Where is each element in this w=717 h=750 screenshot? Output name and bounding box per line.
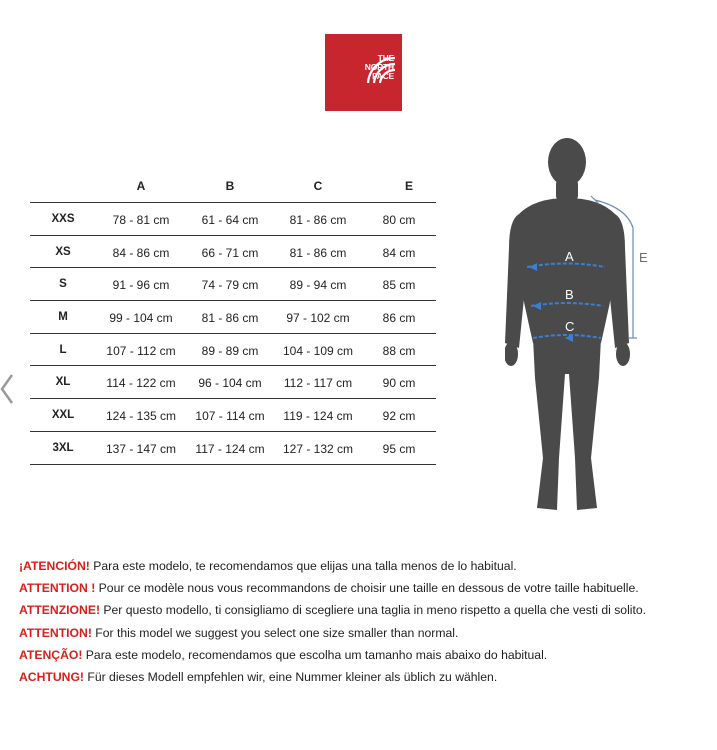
b-cell: 96 - 104 cm xyxy=(198,376,262,391)
header-c: C xyxy=(313,179,323,193)
note-text: Per questo modello, ti consigliamo di scegliere una taglia in meno rispetto a quella che vesti di solito. xyxy=(100,603,647,618)
note-line xyxy=(19,666,717,688)
label-c: C xyxy=(565,319,575,334)
e-cell: 84 cm xyxy=(382,245,416,260)
the-north-face-logo xyxy=(325,34,402,111)
note-text: Para este modelo, te recomendamos que elijas una talla menos de lo habitual. xyxy=(89,559,517,573)
note-lead: ACHTUNG! xyxy=(19,670,84,685)
a-cell: 84 - 86 cm xyxy=(112,245,170,260)
note-text: Para este modelo, recomendamos que escolha um tamanho mais abaixo do habitual. xyxy=(82,647,548,662)
logo-line-3: FACE xyxy=(372,71,394,81)
table-row xyxy=(30,333,436,366)
note-text: Pour ce modèle nous vous recommandons de choisir une taille en dessous de votre taille habituelle. xyxy=(95,581,639,596)
c-cell: 81 - 86 cm xyxy=(289,245,347,260)
note-lead: ATENÇÃO! xyxy=(19,647,83,662)
note-line xyxy=(19,622,717,644)
a-cell: 99 - 104 cm xyxy=(109,311,173,326)
e-cell: 90 cm xyxy=(382,376,416,391)
c-cell: 81 - 86 cm xyxy=(289,213,347,227)
note-lead: ATTENTION ! xyxy=(19,581,96,596)
header-b: B xyxy=(225,179,235,193)
b-cell: 74 - 79 cm xyxy=(201,278,259,293)
c-cell: 127 - 132 cm xyxy=(282,441,354,456)
note-line xyxy=(19,577,717,599)
size-cell: M xyxy=(58,311,68,324)
table-row xyxy=(30,398,436,431)
chevron-left-icon[interactable] xyxy=(0,371,14,407)
c-cell: 89 - 94 cm xyxy=(289,278,347,293)
note-lead: ¡ATENCIÓN! xyxy=(19,559,90,573)
table-row xyxy=(30,267,436,300)
note-lead: ATTENZIONE! xyxy=(19,603,101,618)
b-cell: 61 - 64 cm xyxy=(201,213,259,227)
c-cell: 112 - 117 cm xyxy=(283,376,353,391)
logo-line-1: THE xyxy=(377,53,394,63)
table-row xyxy=(30,202,436,235)
e-cell: 88 cm xyxy=(382,343,416,358)
note-text: Für dieses Modell empfehlen wir, eine Nummer kleiner als üblich zu wählen. xyxy=(84,670,498,685)
label-b: B xyxy=(565,287,574,302)
table-body xyxy=(30,202,436,465)
logo-line-2: NORTH xyxy=(364,62,394,72)
size-cell: L xyxy=(59,343,67,356)
table-row xyxy=(30,365,436,398)
label-e: E xyxy=(639,250,648,265)
note-line xyxy=(19,555,717,577)
b-cell: 81 - 86 cm xyxy=(201,311,259,326)
size-chart-table xyxy=(30,169,436,465)
size-cell: XXS xyxy=(51,213,75,225)
table-row xyxy=(30,235,436,268)
e-cell: 86 cm xyxy=(382,311,416,326)
size-cell: XS xyxy=(55,245,71,258)
header-e: E xyxy=(404,179,413,193)
c-cell: 104 - 109 cm xyxy=(282,343,354,358)
a-cell: 114 - 122 cm xyxy=(106,376,176,391)
e-cell: 92 cm xyxy=(382,409,416,424)
header-a: A xyxy=(136,179,146,193)
note-text: For this model we suggest you select one size smaller than normal. xyxy=(91,625,459,640)
c-cell: 119 - 124 cm xyxy=(283,409,353,424)
a-cell: 107 - 112 cm xyxy=(106,343,176,358)
size-cell: 3XL xyxy=(52,441,74,454)
b-cell: 66 - 71 cm xyxy=(201,245,259,260)
body-measurement-figure xyxy=(505,138,665,528)
note-line xyxy=(19,599,717,621)
sizing-notes xyxy=(19,555,717,688)
e-cell: 85 cm xyxy=(382,278,416,293)
c-cell: 97 - 102 cm xyxy=(286,311,350,326)
table-row xyxy=(30,431,436,465)
label-a: A xyxy=(565,249,574,264)
e-cell: 95 cm xyxy=(382,441,416,456)
size-cell: XL xyxy=(55,376,71,389)
table-row xyxy=(30,300,436,333)
b-cell: 107 - 114 cm xyxy=(195,409,265,424)
note-lead: ATTENTION! xyxy=(19,625,92,640)
e-cell: 80 cm xyxy=(382,213,416,227)
b-cell: 89 - 89 cm xyxy=(201,343,259,358)
table-header-row xyxy=(30,169,436,202)
a-cell: 91 - 96 cm xyxy=(112,278,170,293)
b-cell: 117 - 124 cm xyxy=(195,441,265,456)
a-cell: 124 - 135 cm xyxy=(105,409,177,424)
size-cell: S xyxy=(59,278,67,291)
half-dome-icon xyxy=(366,53,396,84)
note-line xyxy=(19,644,717,666)
a-cell: 137 - 147 cm xyxy=(105,441,177,456)
size-cell: XXL xyxy=(51,409,75,422)
a-cell: 78 - 81 cm xyxy=(112,213,170,227)
